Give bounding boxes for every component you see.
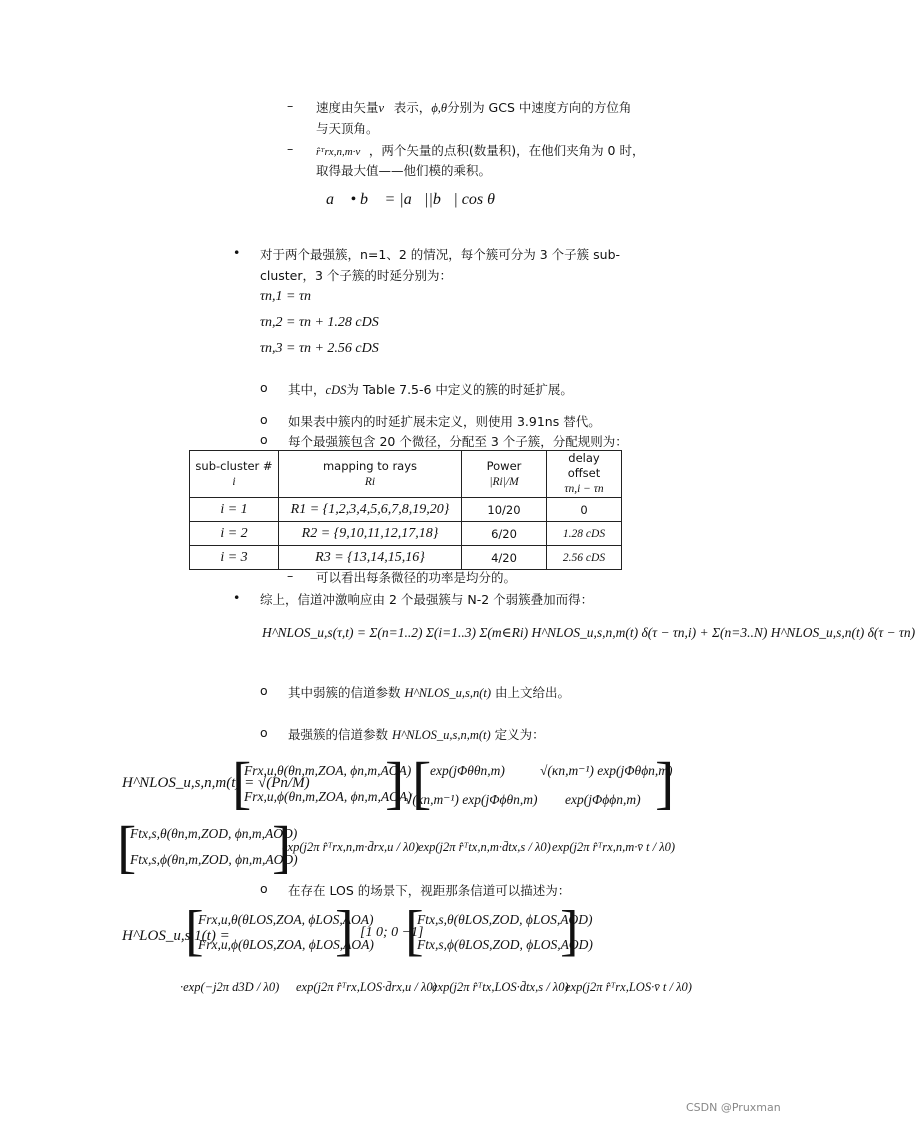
- table-cell: 2.56 cDS: [547, 546, 622, 570]
- nlos-ftx-theta: Ftx,s,θ(θn,m,ZOD, ϕn,m,AOD): [130, 826, 298, 841]
- los-ftx-theta: Ftx,s,θ(θLOS,ZOD, ϕLOS,AOD): [417, 912, 593, 927]
- right-bracket: ]: [335, 900, 354, 962]
- nlos-frx-theta: Frx,u,θ(θn,m,ZOA, ϕn,m,AOA): [244, 763, 412, 778]
- dot-product-line-1: [316, 141, 644, 159]
- text: 为 Table 7.5-6 中定义的簇的时延扩展。: [346, 382, 573, 397]
- los-exp-tx: exp(j2π r̂ᵀtx,LOS·d̄tx,s / λ0): [432, 980, 569, 994]
- text: Power: [486, 458, 522, 473]
- table-cell: i = 1: [190, 498, 279, 522]
- text: 其中，: [288, 382, 326, 397]
- los-note: 在存在 LOS 的场景下，视距那条信道可以描述为：: [288, 883, 571, 898]
- symbol-phi-theta: ϕ,θ: [431, 101, 448, 115]
- table-cell: R3 = {13,14,15,16}: [279, 546, 462, 570]
- table-cell: 1.28 cDS: [547, 522, 622, 546]
- los-exp-rx: exp(j2π r̂ᵀrx,LOS·d̄rx,u / λ0): [296, 980, 437, 994]
- right-bracket: ]: [272, 814, 292, 879]
- cds-note: [288, 380, 573, 398]
- table-cell: R1 = {1,2,3,4,5,6,7,8,19,20}: [279, 498, 462, 522]
- strong-clusters-line-2: cluster，3 个子簇的时延分别为：: [260, 268, 452, 283]
- los-frx-phi: Frx,u,ϕ(θLOS,ZOA, ϕLOS,AOA): [198, 937, 374, 952]
- text: 由上文给出。: [495, 685, 571, 700]
- dot-bullet: •: [233, 590, 241, 605]
- table-row: [190, 546, 622, 570]
- sub-cluster-table: [189, 450, 622, 570]
- table-header: [279, 451, 462, 498]
- matrix-22: exp(jΦϕϕn,m): [565, 792, 641, 807]
- table-cell: 0: [547, 498, 622, 522]
- right-bracket: ]: [560, 900, 579, 962]
- text: mapping to rays: [322, 458, 418, 473]
- dot-product-line-2: 取得最大值——他们模的乘积。: [316, 163, 492, 178]
- matrix-21: √(κn,m⁻¹) exp(jΦϕθn,m): [405, 792, 538, 807]
- table-header: [547, 451, 622, 498]
- text: i: [232, 475, 236, 488]
- symbol-cds: cDS: [325, 383, 347, 397]
- rays-note: 每个最强簇包含 20 个微径，分配至 3 个子簇，分配规则为：: [288, 434, 628, 449]
- dot-bullet: •: [233, 245, 241, 260]
- circle-bullet: o: [260, 412, 268, 427]
- los-exp-doppler: exp(j2π r̂ᵀrx,LOS·v̄ t / λ0): [565, 980, 692, 994]
- symbol-h-strong: H^NLOS_u,s,n,m(t): [392, 728, 491, 742]
- text: 速度由矢量: [316, 100, 379, 115]
- equal-power-note: 可以看出每条微径的功率是均分的。: [316, 570, 517, 585]
- text: 最强簇的信道参数: [288, 727, 389, 742]
- text: ，两个矢量的点积(数量积)，在他们夹角为 0 时，: [368, 143, 645, 158]
- fallback-note: 如果表中簇内的时延扩展未定义，则使用 3.91ns 替代。: [288, 414, 601, 429]
- delay-equation-1: τn,1 = τn: [260, 289, 311, 304]
- right-bracket: ]: [385, 750, 405, 815]
- nlos-frx-phi: Frx,u,ϕ(θn,m,ZOA, ϕn,m,AOA): [244, 789, 412, 804]
- watermark: CSDN @Pruxman: [686, 1101, 781, 1114]
- left-bracket: [: [185, 900, 204, 962]
- nlos-exp-rx: exp(j2π r̂ᵀrx,n,m·d̄rx,u / λ0): [282, 840, 419, 854]
- nlos-exp-tx: exp(j2π r̂ᵀtx,n,m·d̄tx,s / λ0): [418, 840, 551, 854]
- nlos-lhs: H^NLOS_u,s,n,m(t) = √(Pn/M): [122, 775, 310, 791]
- text: 其中弱簇的信道参数: [288, 685, 401, 700]
- velocity-line-2: 与天顶角。: [316, 121, 379, 136]
- text: 定义为：: [494, 727, 545, 742]
- table-header: [190, 451, 279, 498]
- circle-bullet: o: [260, 881, 268, 896]
- circle-bullet: o: [260, 380, 268, 395]
- text: sub-cluster #: [195, 458, 273, 473]
- los-lhs: H^LOS_u,s,1(t) =: [122, 928, 230, 944]
- left-bracket: [: [412, 750, 432, 815]
- text: Ri: [364, 475, 376, 488]
- symbol-v: v⃗: [378, 101, 394, 115]
- table-header: [462, 451, 547, 498]
- text: 分别为 GCS 中速度方向的方位角: [447, 100, 632, 115]
- table-cell: 4/20: [462, 546, 547, 570]
- velocity-line-1: [316, 98, 631, 116]
- text: 表示，: [393, 100, 432, 115]
- circle-bullet: o: [260, 432, 268, 447]
- delay-equation-2: τn,2 = τn + 1.28 cDS: [260, 315, 379, 330]
- left-bracket: [: [232, 750, 252, 815]
- los-frx-theta: Frx,u,θ(θLOS,ZOA, ϕLOS,AOA): [198, 912, 374, 927]
- text: |Ri|/M: [489, 475, 519, 488]
- matrix-11: exp(jΦθθn,m): [430, 763, 505, 778]
- circle-bullet: o: [260, 683, 268, 698]
- matrix-12: √(κn,m⁻¹) exp(jΦθϕn,m): [540, 763, 673, 778]
- table-cell: i = 3: [190, 546, 279, 570]
- symbol-dot-product: r̂ᵀrx,n,m·v⃗: [316, 146, 369, 158]
- circle-bullet: o: [260, 725, 268, 740]
- left-bracket: [: [117, 814, 137, 879]
- right-bracket: ]: [655, 750, 675, 815]
- delay-equation-3: τn,3 = τn + 2.56 cDS: [260, 341, 379, 356]
- strong-clusters-line-1: 对于两个最强簇，n=1、2 的情况，每个簇可分为 3 个子簇 sub-: [260, 247, 621, 262]
- text: τn,i − τn: [564, 483, 604, 495]
- dash-bullet: –: [287, 141, 294, 156]
- strong-cluster-note: [288, 725, 545, 743]
- weak-cluster-note: [288, 683, 570, 701]
- dash-bullet: –: [287, 568, 294, 583]
- table-row: [190, 498, 622, 522]
- table-cell: i = 2: [190, 522, 279, 546]
- nlos-exp-doppler: exp(j2π r̂ᵀrx,n,m·v̄ t / λ0): [552, 840, 676, 854]
- total-channel-equation: H^NLOS_u,s(τ,t) = Σ(n=1..2) Σ(i=1..3) Σ(m∈Ri) H^NLOS_u,s,n,m(t) δ(τ − τn,i) + Σ(n=3..N) H^NLOS_u,s,n(t) δ(τ − τn): [262, 625, 915, 640]
- table-row: [190, 522, 622, 546]
- los-ftx-phi: Ftx,s,ϕ(θLOS,ZOD, ϕLOS,AOD): [417, 937, 593, 952]
- dash-bullet: –: [287, 98, 294, 113]
- left-bracket: [: [405, 900, 424, 962]
- table-cell: 10/20: [462, 498, 547, 522]
- symbol-h-weak: H^NLOS_u,s,n(t): [404, 686, 492, 700]
- table-cell: 6/20: [462, 522, 547, 546]
- summary-text: 综上，信道冲激响应由 2 个最强簇与 N-2 个弱簇叠加而得：: [260, 592, 594, 607]
- los-rotation-matrix: [1 0; 0 −1]: [360, 925, 424, 940]
- nlos-ftx-phi: Ftx,s,ϕ(θn,m,ZOD, ϕn,m,AOD): [130, 852, 298, 867]
- los-exp-distance: ·exp(−j2π d3D / λ0): [180, 980, 280, 994]
- table-cell: R2 = {9,10,11,12,17,18}: [279, 522, 462, 546]
- text: delay offset: [567, 451, 601, 480]
- table-header-row: [190, 451, 622, 498]
- dot-product-formula: a⃗ • b⃗ = |a⃗||b⃗| cos θ: [326, 191, 495, 208]
